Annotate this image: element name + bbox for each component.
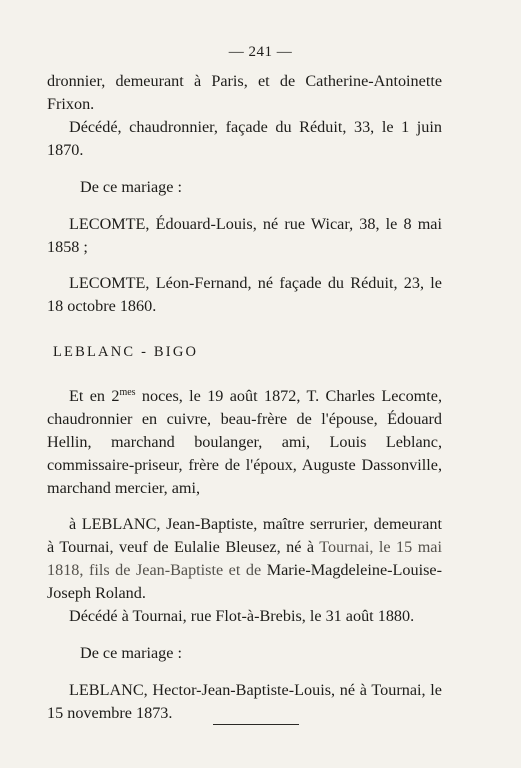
noces-text-start: Et en 2 [69, 387, 120, 405]
page-body [47, 70, 442, 725]
paragraph-noces [47, 385, 442, 500]
leblanc-text-end: Marie-Magdeleine-Louise-Joseph Roland. [47, 561, 442, 602]
paragraph-deces-tournai: Décédé à Tournai, rue Flot-à-Brebis, le 31 août 1880. [69, 607, 415, 625]
paragraph-child-leon: LECOMTE, Léon-Fernand, né façade du Réduit, 23, le 18 octobre 1860. [47, 274, 442, 315]
paragraph-leblanc [47, 513, 442, 605]
section-heading: LEBLANC - BIGO [53, 344, 199, 360]
paragraph-deces: Décédé, chaudronnier, façade du Réduit, 33, le 1 juin 1870. [47, 118, 442, 159]
paragraph-child-hector: LEBLANC, Hector-Jean-Baptiste-Louis, né à Tournai, le 15 novembre 1873. [47, 681, 442, 722]
paragraph-de-ce-mariage: De ce mariage : [80, 178, 183, 196]
noces-superscript: mes [119, 387, 136, 398]
paragraph-continuation: dronnier, demeurant à Paris, et de Catherine-Antoinette Frixon. [47, 72, 442, 113]
closing-rule [213, 724, 299, 725]
noces-text-rest: noces, le 19 août 1872, T. Charles Lecomte, chaudronnier en cuivre, beau-frère de l'épouse, Édouard Hellin, marchand boulanger, ami, Louis Leblanc, commissaire-priseur, frère de l'époux, Auguste Dassonville, marchand mercier, ami, [47, 387, 443, 497]
paragraph-de-ce-mariage-2: De ce mariage : [80, 644, 183, 662]
paragraph-child-edouard: LECOMTE, Édouard-Louis, né rue Wicar, 38, le 8 mai 1858 ; [47, 215, 442, 256]
leblanc-text-faint: Tournai, le 15 mai 1818, fils de Jean-Baptiste et de [47, 538, 442, 579]
leblanc-text-start: à LEBLANC, Jean-Baptiste, maître serrurier, demeurant à Tournai, veuf de Eulalie Bleusez, né à [47, 515, 442, 556]
page-number: — 241 — [228, 44, 293, 60]
